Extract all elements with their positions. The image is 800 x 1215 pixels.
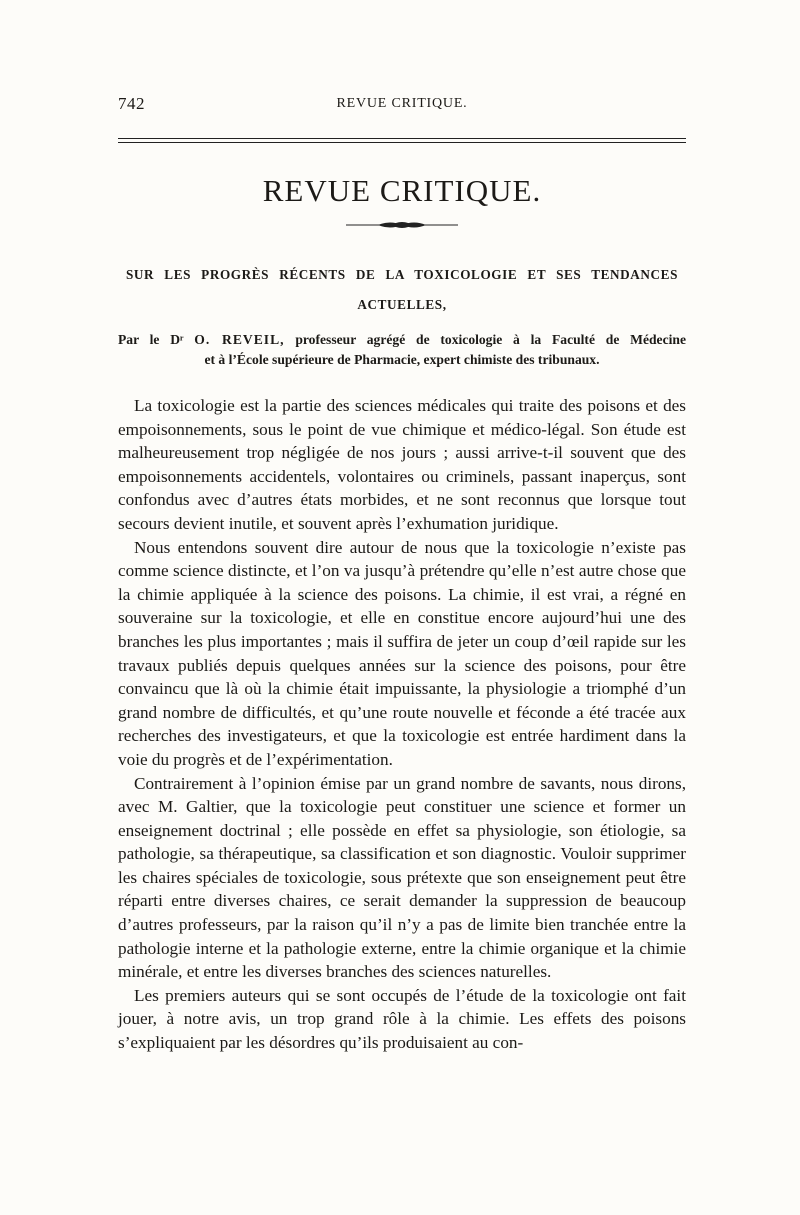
running-head: [118, 92, 686, 124]
paragraph-4: Les premiers auteurs qui se sont occupés de l’étude de la toxicologie ont fait jouer, à notre avis, un trop grand rôle à la chimie. Les effets des poisons s’expliquaient par les désordres qu’ils produisaient au con-: [118, 985, 686, 1053]
article-subtitle: [118, 260, 686, 320]
paragraph-1: La toxicologie est la partie des sciences médicales qui traite des poisons et des empoisonnements, sous le point de vue chimique et médico-légal. Son étude est malheureusement trop négligée de nos jours ; aussi arrive-t-il souvent que des empoisonnements accidentels, volontaires ou criminels, passant inaperçus, sont confondus avec d’autres états morbides, et ne sont reconnus que lorsque tout secours devient inutile, et souvent après l’exhumation juridique.: [118, 396, 686, 533]
subtitle-line-1: SUR LES PROGRÈS RÉCENTS DE LA TOXICOLOGIE ET SES TENDANCES: [126, 267, 678, 282]
header-double-rule: [118, 138, 686, 143]
author-prefix: Par le Dʳ: [118, 332, 184, 347]
author-line-2: et à l’École supérieure de Pharmacie, expert chimiste des tribunaux.: [204, 352, 600, 367]
author-line-1: [118, 330, 686, 350]
author-name: O. REVEIL,: [194, 332, 285, 347]
page-number: 742: [118, 94, 145, 113]
paragraph-2: Nous entendons souvent dire autour de nous que la toxicologie n’existe pas comme science distincte, et l’on va jusqu’à prétendre qu’elle n’est autre chose que la chimie appliquée à la science des poisons. La chimie, il est vrai, a régné en souveraine sur la toxicologie, et elle en constitue encore aujourd’hui une des branches les plus importantes ; mais il suffira de jeter un coup d’œil rapide sur les travaux publiés depuis quelques années sur la science des poisons, pour être convaincu que là où la chimie était impuissante, la physiologie a triomphé d’un grand nombre de difficultés, et qu’une route nouvelle et féconde a été tracée aux recherches des investigateurs, et que la toxicologie est entrée hardiment dans la voie du progrès et de l’expérimentation.: [118, 537, 686, 769]
section-title: REVUE CRITIQUE.: [262, 173, 542, 208]
article-body: [118, 394, 686, 1055]
ornament-divider: [346, 220, 458, 230]
paragraph-3: Contrairement à l’opinion émise par un grand nombre de savants, nous dirons, avec M. Galtier, que la toxicologie peut constituer une science et former un enseignement doctrinal ; elle possède en effet sa physiologie, son étiologie, sa pathologie, sa thérapeutique, sa classification et son diagnostic. Vouloir supprimer les chaires spéciales de toxicologie, sous prétexte que son enseignement peut être réparti entre diverses chaires, ce serait demander la suppression de beaucoup d’autres professeurs, par la raison qu’il n’y a pas de limite bien tranchée entre la pathologie interne et la pathologie externe, entre la chimie organique et la chimie minérale, et entre les diverses branches des sciences naturelles.: [118, 773, 686, 982]
author-byline: [118, 330, 686, 370]
author-title: professeur agrégé de toxicologie à la Faculté de Médecine: [284, 332, 686, 347]
subtitle-line-2: ACTUELLES,: [357, 297, 447, 312]
book-page: [118, 92, 686, 1055]
running-title: REVUE CRITIQUE.: [336, 96, 468, 111]
